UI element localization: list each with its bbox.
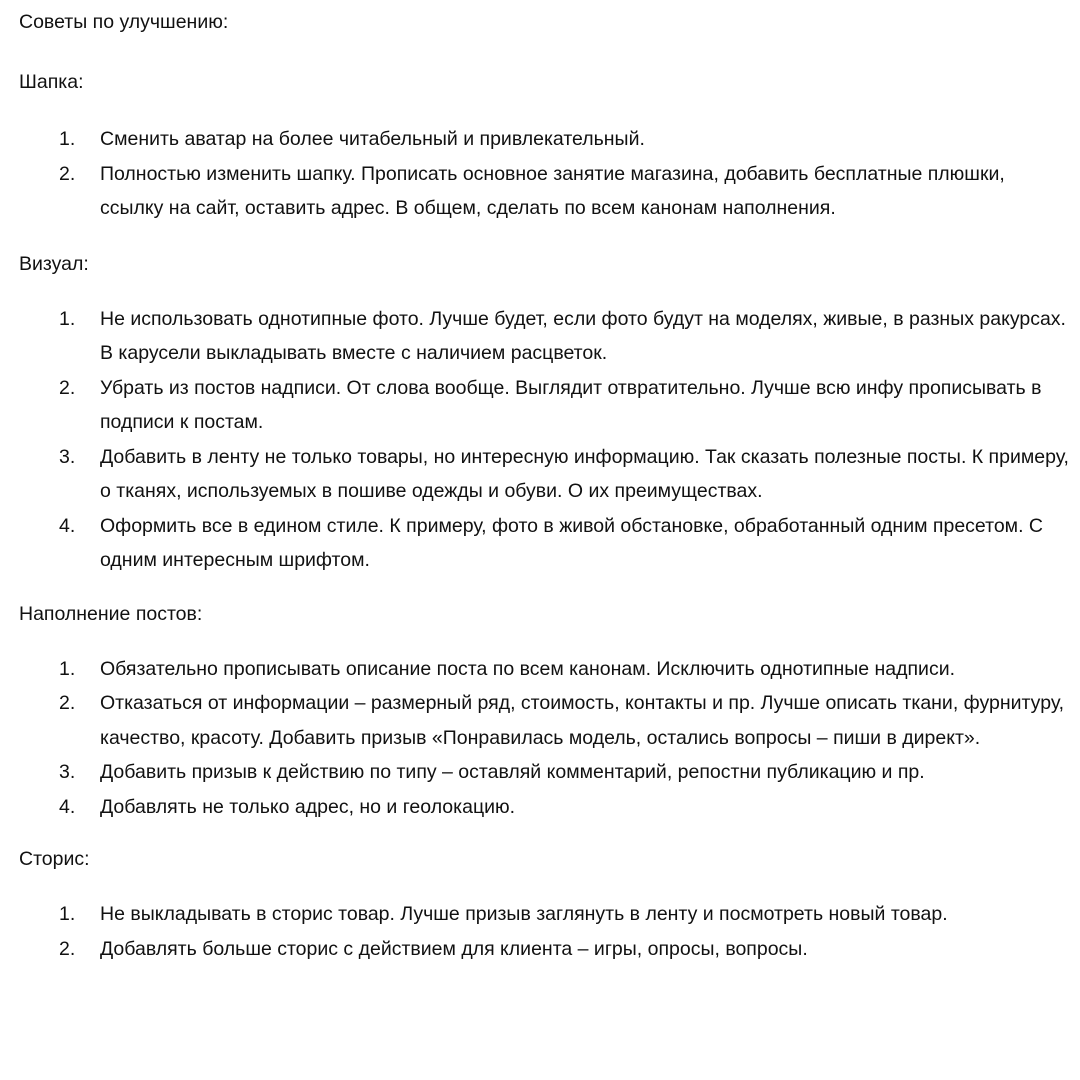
list-number: 1. [59, 307, 76, 330]
section-list-napolnenie [19, 652, 1069, 825]
list-number: 4. [59, 795, 76, 818]
list-item [19, 122, 1069, 157]
list-item-text: Сменить аватар на более читабельный и привлекательный. [100, 128, 645, 150]
list-item-text: Не выкладывать в сторис товар. Лучше призыв заглянуть в ленту и посмотреть новый товар. [100, 903, 948, 925]
section-list-shapka [19, 122, 1069, 226]
list-number: 1. [59, 657, 76, 680]
list-item [19, 652, 1069, 687]
section-list-vizual [19, 302, 1069, 578]
section-heading-napolnenie: Наполнение постов: [19, 602, 203, 625]
list-item [19, 897, 1069, 932]
list-item [19, 371, 1069, 440]
list-item-text: Полностью изменить шапку. Прописать основное занятие магазина, добавить бесплатные плюшки, ссылку на сайт, оставить адрес. В общем, сделать по всем канонам наполнения. [100, 162, 1005, 219]
list-item [19, 440, 1069, 509]
list-item [19, 790, 1069, 825]
list-number: 2. [59, 376, 76, 399]
list-item-text: Обязательно прописывать описание поста по всем канонам. Исключить однотипные надписи. [100, 657, 956, 680]
list-item-text: Добавлять не только адрес, но и геолокацию. [100, 795, 516, 818]
list-number: 2. [59, 162, 76, 185]
list-item [19, 157, 1069, 226]
list-item-text: Добавлять больше сторис с действием для клиента – игры, опросы, вопросы. [100, 937, 808, 960]
list-number: 1. [59, 128, 76, 150]
section-heading-vizual: Визуал: [19, 252, 89, 275]
list-item [19, 302, 1069, 371]
document-body [19, 8, 1069, 966]
list-item-text: Добавить призыв к действию по типу – оставляй комментарий, репостни публикацию и пр. [100, 761, 925, 783]
section-heading-shapka: Шапка: [19, 71, 84, 93]
document-title: Советы по улучшению: [19, 11, 229, 33]
list-number: 3. [59, 761, 76, 783]
list-item [19, 755, 1069, 790]
list-number: 1. [59, 903, 76, 925]
section-list-storis [19, 897, 1069, 966]
list-item [19, 509, 1069, 578]
list-number: 4. [59, 514, 76, 537]
list-item-text: Оформить все в едином стиле. К примеру, фото в живой обстановке, обработанный одним пресетом. С одним интересным шрифтом. [100, 514, 1043, 571]
list-item-text: Убрать из постов надписи. От слова вообще. Выглядит отвратительно. Лучше всю инфу прописывать в подписи к постам. [100, 376, 1042, 433]
section-heading-storis: Сторис: [19, 848, 90, 870]
list-item-text: Добавить в ленту не только товары, но интересную информацию. Так сказать полезные посты. К примеру, о тканях, используемых в пошиве одежды и обуви. О их преимуществах. [100, 445, 1069, 502]
list-item [19, 686, 1069, 755]
list-item-text: Не использовать однотипные фото. Лучше будет, если фото будут на моделях, живые, в разных ракурсах. В карусели выкладывать вместе с наличием расцветок. [100, 307, 1066, 364]
list-item [19, 932, 1069, 967]
list-number: 2. [59, 692, 76, 714]
list-number: 2. [59, 937, 76, 960]
list-item-text: Отказаться от информации – размерный ряд, стоимость, контакты и пр. Лучше описать ткани, фурнитуру, качество, красоту. Добавить призыв «Понравилась модель, остались вопросы – пиши в директ». [100, 692, 1065, 749]
list-number: 3. [59, 445, 76, 468]
